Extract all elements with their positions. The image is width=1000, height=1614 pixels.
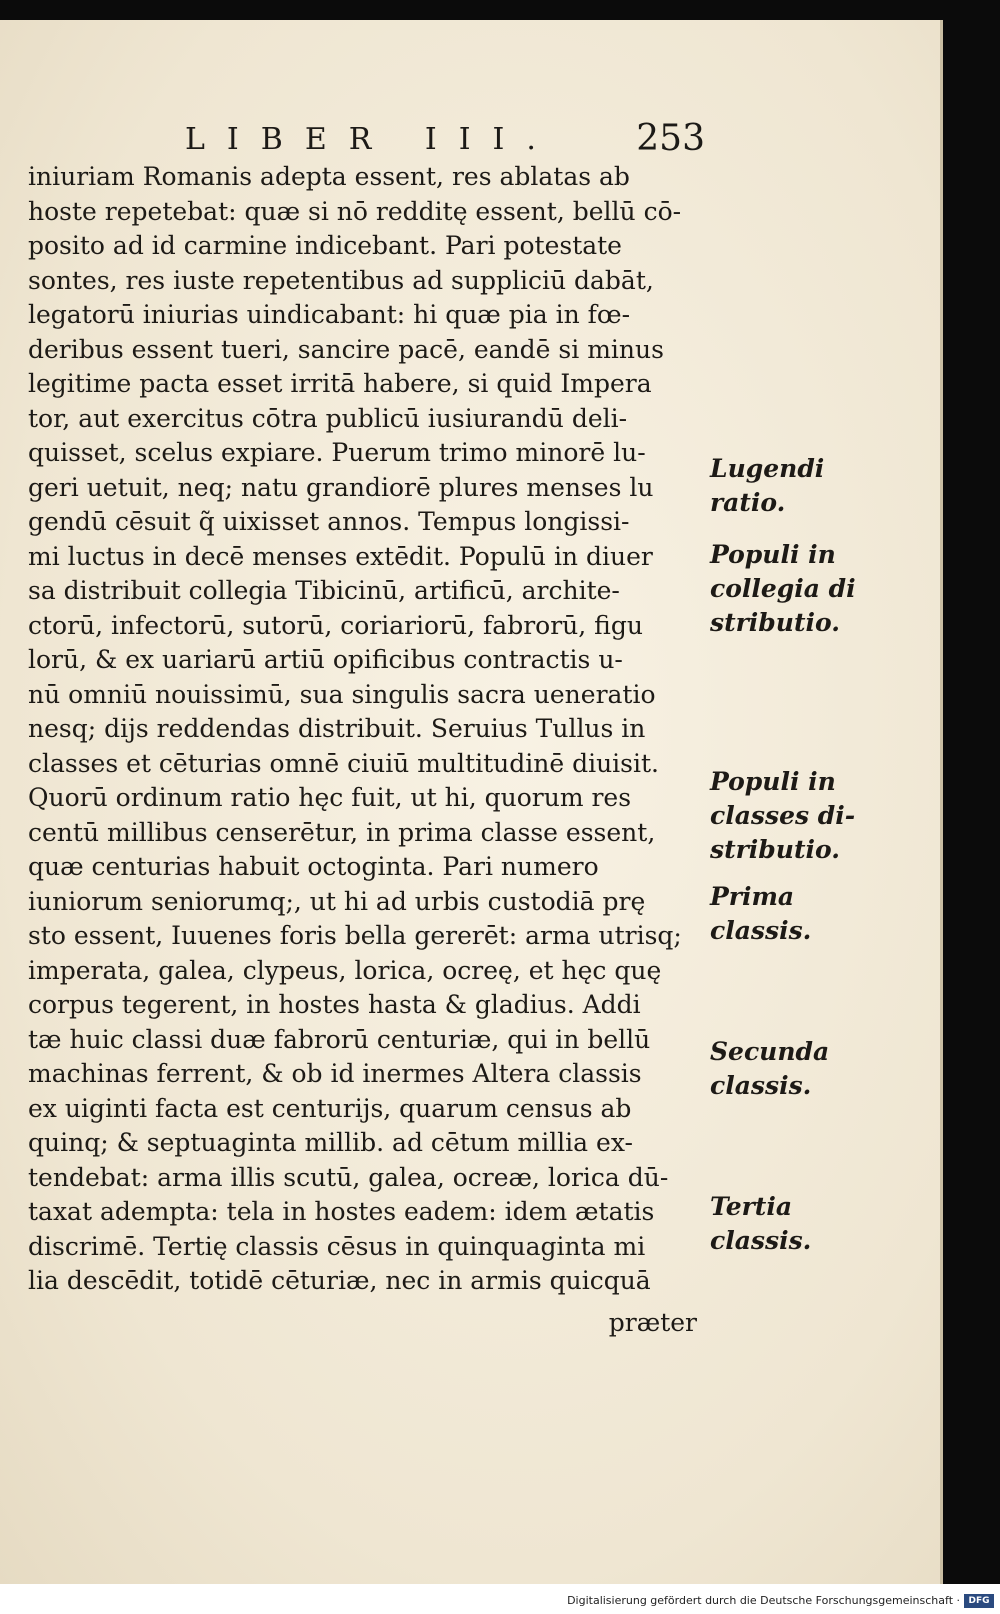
text-line: legitime pacta esset irritā habere, si quid Impera [28,369,652,398]
text-line: nū omniū nouissimū, sua singulis sacra ueneratio [28,679,656,709]
footer-credit: Digitalisierung gefördert durch die Deutsche Forschungsgemeinschaft · [567,1594,960,1607]
marginal-note-line: classis. [710,916,812,945]
footer-bar [0,1584,1000,1614]
marginal-note [710,880,880,948]
marginal-note [710,765,880,867]
text-line: corpus tegerent, in hostes hasta & gladius. Addi [28,990,641,1019]
marginal-note [710,452,880,520]
text-line: lia descēdit, totidē cēturiæ, nec in armis quicquā [28,1266,651,1295]
running-head [185,118,705,162]
text-line: sto essent, Iuuenes foris bella gererēt: arma utrisq; [28,921,682,950]
marginal-note-line: Tertia [710,1192,793,1221]
text-line: lorū, & ex uariarū artiū opificibus contractis u- [28,645,623,674]
text-line: ex uiginti facta est centurijs, quarum census ab [28,1093,632,1123]
text-line: quisset, scelus expiare. Puerum trimo minorē lu- [28,438,646,467]
marginal-note-line: classis. [710,1226,812,1255]
dfg-logo-icon: DFG [964,1594,994,1608]
marginal-note-line: classes di- [710,801,856,830]
text-line: sontes, res iuste repetentibus ad suppliciū dabāt, [28,265,654,295]
text-line: iniuriam Romanis adepta essent, res ablatas ab [28,162,630,191]
main-text [28,160,708,1299]
marginal-note [710,538,880,640]
text-line: gendū cēsuit q̃ uixisset annos. Tempus longissi- [28,507,630,536]
marginal-note-line: stributio. [710,608,840,637]
marginal-note-line: Prima [710,882,795,911]
text-line: tæ huic classi duæ fabrorū centuriæ, qui in bellū [28,1024,651,1054]
marginal-note-line: classis. [710,1071,812,1100]
text-line: mi luctus in decē menses extēdit. Populū in diuer [28,541,653,571]
text-line: iuniorum seniorumq;, ut hi ad urbis custodiā prę [28,886,646,916]
text-line: taxat adempta: tela in hostes eadem: idem ætatis [28,1197,655,1226]
text-line: discrimē. Tertię classis cēsus in quinquaginta mi [28,1231,646,1261]
marginal-note-line: Lugendi [710,454,825,483]
marginal-note-line: Populi in [710,767,836,796]
text-line: ctorū, infectorū, sutorū, coriariorū, fabrorū, figu [28,610,643,640]
marginal-note-line: Populi in [710,540,836,569]
text-line: geri uetuit, neq; natu grandiorē plures menses lu [28,472,654,502]
running-head-title: LIBER III. [185,122,558,157]
marginal-note [710,1190,880,1258]
text-line: deribus essent tueri, sancire pacē, eandē si minus [28,334,664,364]
text-line: legatorū iniurias uindicabant: hi quæ pia in fœ- [28,300,631,329]
text-line: posito ad id carmine indicebant. Pari potestate [28,231,622,260]
text-line: tendebat: arma illis scutū, galea, ocreæ, lorica dū- [28,1162,669,1192]
text-line: quinq; & septuaginta millib. ad cētum millia ex- [28,1128,633,1157]
marginal-note-line: Secunda [710,1037,830,1066]
text-line: imperata, galea, clypeus, lorica, ocreę, et hęc quę [28,955,662,985]
marginal-note-line: collegia di [710,574,856,603]
text-line: classes et cēturias omnē ciuiū multitudinē diuisit. [28,748,659,778]
text-line: centū millibus censerētur, in prima classe essent, [28,817,656,847]
marginal-note [710,1035,880,1103]
text-line: machinas ferrent, & ob id inermes Altera classis [28,1059,642,1088]
catchword: præter [608,1308,697,1337]
text-line: nesq; dijs reddendas distribuit. Seruius Tullus in [28,714,646,743]
marginal-note-line: ratio. [710,488,786,517]
text-line: quæ centurias habuit octoginta. Pari numero [28,852,599,881]
text-line: Quorū ordinum ratio hęc fuit, ut hi, quorum res [28,783,632,812]
book-page [0,20,943,1584]
marginal-note-line: stributio. [710,835,840,864]
text-line: sa distribuit collegia Tibicinū, artificū, archite- [28,576,620,605]
text-line: tor, aut exercitus cōtra publicū iusiurandū deli- [28,403,628,433]
text-line: hoste repetebat: quæ si nō redditę essent, bellū cō- [28,196,682,226]
page-number: 253 [636,118,705,159]
